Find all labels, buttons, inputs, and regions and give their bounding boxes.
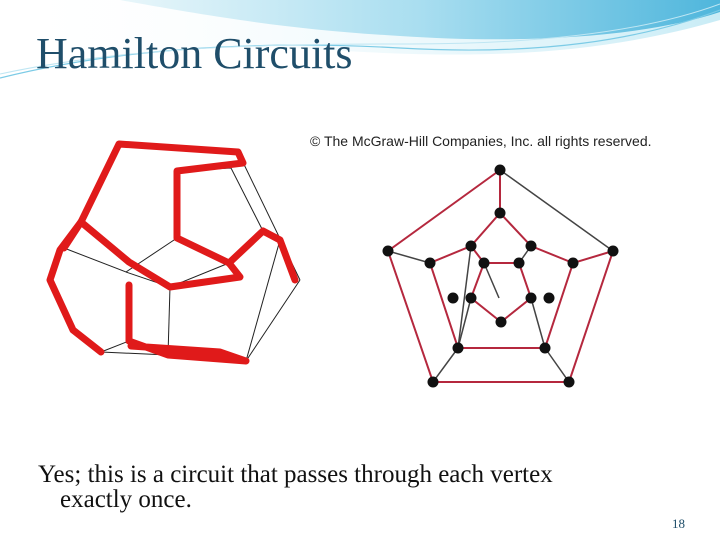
dodecahedron-planar-graph: [383, 165, 619, 388]
page-number: 18: [672, 516, 685, 531]
copyright-notice: © The McGraw-Hill Companies, Inc. all rights reserved.: [310, 133, 652, 149]
hamilton-circuit-figure: [42, 115, 692, 390]
body-text: [38, 462, 678, 512]
body-text-line2: exactly once.: [60, 486, 192, 513]
dodecahedron-3d: [50, 144, 300, 361]
graph-edges-circuit: [388, 170, 613, 382]
slide-title: Hamilton Circuits: [36, 29, 353, 78]
body-text-line1: Yes; this is a circuit that passes through each vertex: [38, 461, 553, 488]
